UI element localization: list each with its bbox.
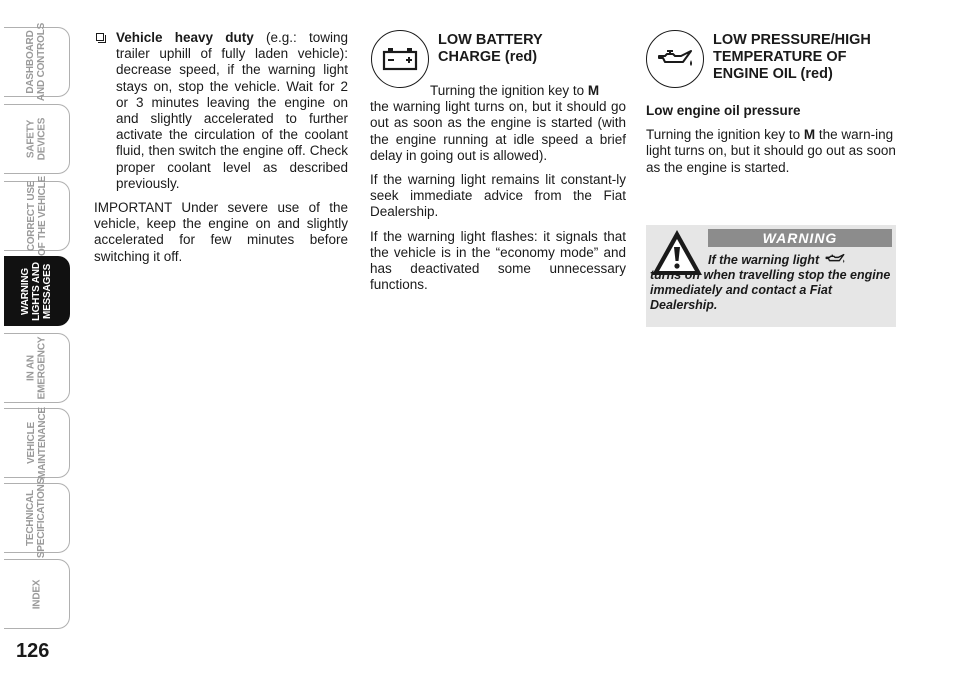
oil-heading [713, 32, 871, 83]
bullet-body: (e.g.: towing trailer uphill of fully laden vehicle): decrease speed, if the warning light stays on, stop the vehicle. Wait for 2 or 3 minutes leaving the engine on and slightly accelerated to further activate the circulation of the coolant fluid, then switch the engine off. Check proper coolant level as described previously. [116, 30, 348, 191]
bullet-item [94, 30, 348, 192]
battery-heading [438, 32, 543, 66]
battery-icon [371, 30, 429, 88]
heading-line: LOW BATTERY [438, 32, 543, 48]
text-run: the warn-ing light turns on, but it should go out as soon as the engine is started. [646, 127, 896, 175]
tab-dashboard-and-controls[interactable] [4, 22, 70, 102]
tab-index[interactable] [4, 559, 70, 629]
battery-paragraph-2: If the warning light remains lit constant-ly seek immediate advice from the Fiat Dealership. [370, 172, 626, 220]
tab-label: INDEX [31, 579, 42, 609]
column-1 [94, 30, 348, 265]
warning-title: WARNING [708, 229, 892, 247]
oil-can-icon [823, 253, 847, 265]
tab-label: TECHNICAL SPECIFICATIONS [25, 477, 48, 559]
text-run: the warning light turns on, but it should go out as soon as the engine is started (with the engine running at idle speed a brief delay in going out is allowed). [370, 99, 626, 163]
text-run: turns on when travelling stop the engine immediately and contact a Fiat Dealership. [650, 268, 891, 312]
tab-label: SAFETY DEVICES [25, 117, 48, 161]
chapter-tabs [0, 0, 74, 640]
key-position: M [587, 83, 600, 98]
battery-paragraph-1 [370, 83, 626, 164]
column-2 [370, 83, 626, 293]
heading-line: ENGINE OIL (red) [713, 66, 833, 82]
tab-label: WARNING LIGHTS AND MESSAGES [20, 261, 53, 321]
text-run: If the warning light [708, 253, 823, 267]
tab-safety-devices[interactable] [4, 104, 70, 174]
checkbox-bullet-icon [96, 33, 104, 41]
heading-line: LOW PRESSURE/HIGH [713, 32, 871, 48]
heading-line: TEMPERATURE OF [713, 49, 847, 65]
tab-warning-lights-and-messages[interactable] [4, 256, 70, 326]
tab-in-an-emergency[interactable] [4, 333, 70, 403]
column-3 [646, 103, 900, 176]
bullet-title: Vehicle heavy duty [116, 30, 254, 45]
tab-correct-use[interactable] [4, 176, 70, 256]
tab-label: VEHICLE MAINTENANCE [25, 407, 48, 479]
tab-label: CORRECT USE OF THE VEHICLE [25, 176, 48, 256]
important-note: IMPORTANT Under severe use of the vehicle, keep the engine on and slightly accelerated for few minutes before switching it off. [94, 200, 348, 264]
tab-vehicle-maintenance[interactable] [4, 408, 70, 478]
warning-text [650, 253, 894, 313]
tab-label: IN AN EMERGENCY [25, 336, 48, 400]
warning-box [646, 225, 896, 327]
key-position: M [803, 127, 816, 143]
battery-paragraph-3: If the warning light flashes: it signals that the vehicle is in the “economy mode” and has deactivated some unnecessary functions. [370, 228, 626, 293]
tab-label: DASHBOARD AND CONTROLS [25, 22, 48, 102]
warning-text-indent [650, 253, 894, 268]
oil-can-icon [646, 30, 704, 88]
tab-technical-specifications[interactable] [4, 477, 70, 559]
text-run: Turning the ignition key to [430, 83, 588, 98]
oil-subheading: Low engine oil pressure [646, 103, 801, 118]
text-run: Turning the ignition key to [646, 127, 804, 143]
heading-line: CHARGE (red) [438, 49, 538, 65]
oil-paragraph-1 [646, 127, 900, 176]
page-number: 126 [16, 640, 50, 662]
